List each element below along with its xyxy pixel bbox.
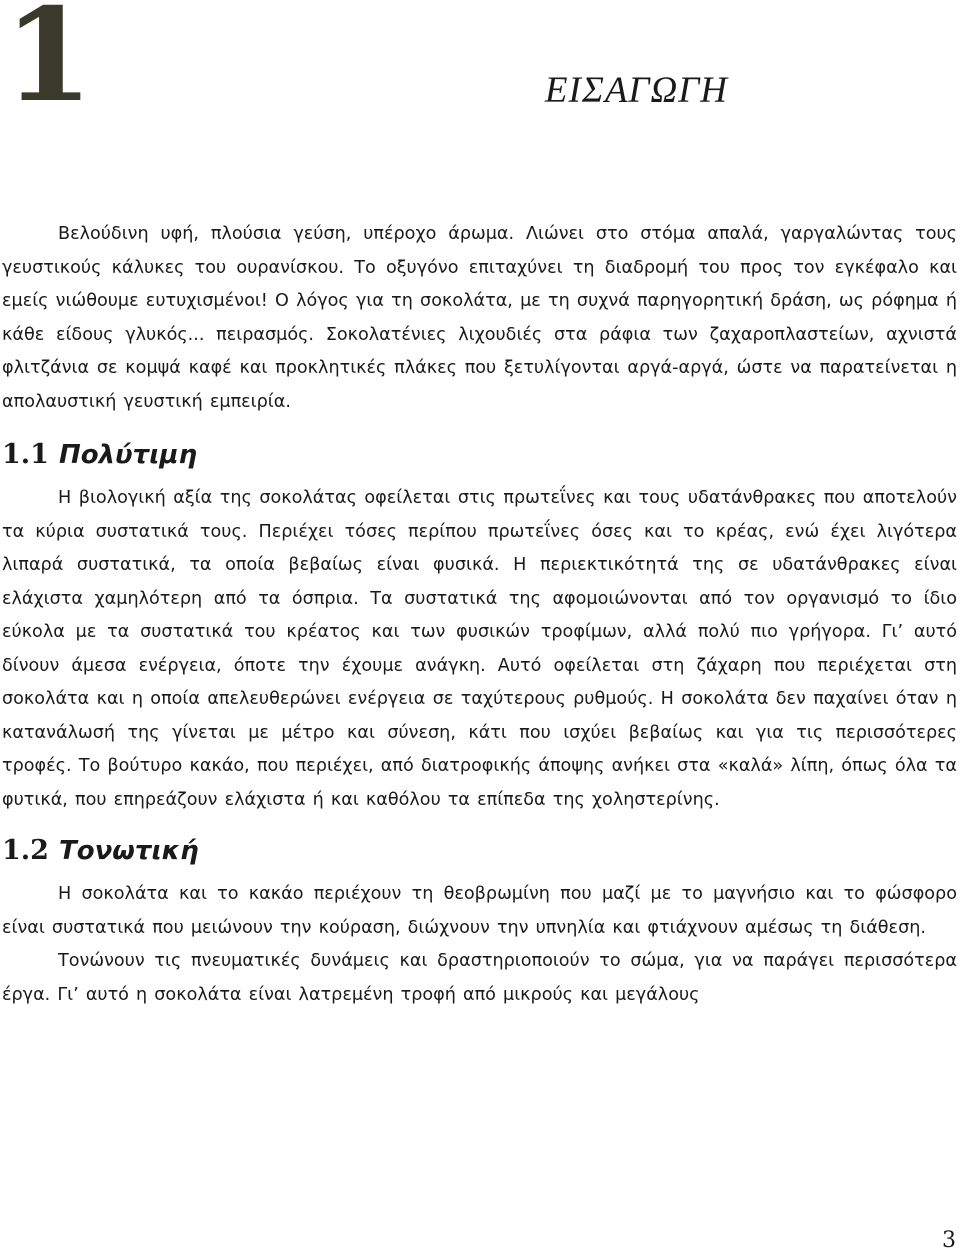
intro-paragraph: Βελούδινη υφή, πλούσια γεύση, υπέροχο άρωμα. Λιώνει στο στόμα απαλά, γαργαλώντας τους γευστικούς κάλυκες του ουρανίσκου. Το οξυγόνο επιταχύνει τη διαδρομή του προς τον εγκέφαλο και εμείς νιώθουμε ευτυχισμένοι! Ο λόγος για τη σοκολάτα, με τη συχνά παρηγορητική δράση, ως ρόφημα ή κάθε είδους γλυκός... πειρασμός. Σοκολατένιες λιχουδιές στα ράφια των ζαχαροπλαστείων, αχνιστά φλιτζάνια σε κομψά καφέ και προκλητικές πλάκες που ξετυλίγονται αργά-αργά, ώστε να παρατείνεται η απολαυστική γευστική εμπειρία. [2, 224, 957, 412]
section-title: Πολύτιμη [58, 440, 197, 470]
document-body [2, 218, 957, 1012]
chapter-title: ΕΙΣΑΓΩΓΗ [544, 70, 728, 111]
section-number: 1.2 [2, 835, 49, 866]
chapter-number: 1 [4, 0, 94, 131]
page-number: 3 [942, 1228, 956, 1253]
section-number: 1.1 [2, 439, 49, 470]
section-1-1-paragraph: Η βιολογική αξία της σοκολάτας οφείλεται στις πρωτεΐνες και τους υδατάνθρακες που αποτελούν τα κύρια συστατικά τους. Περιέχει τόσες περίπου πρωτεΐνες όσες και το κρέας, ενώ έχει λιγότερα λιπαρά συστατικά, τα οποία βεβαίως είναι φυσικά. Η περιεκτικότητά της σε υδατάνθρακες είναι ελάχιστα χαμηλότερη από τα όσπρια. Τα συστατικά της αφομοιώνονται από τον οργανισμό το ίδιο εύκολα με τα συστατικά του κρέατος και των φυσικών τροφίμων, αλλά πολύ πιο γρήγορα. Γι’ αυτό δίνουν άμεσα ενέργεια, όποτε την έχουμε ανάγκη. Αυτό οφείλεται στη ζάχαρη που περιέχεται στη σοκολάτα και η οποία απελευθερώνει ενέργεια σε ταχύτερους ρυθμούς. Η σοκολάτα δεν παχαίνει όταν η κατανάλωσή της γίνεται με μέτρο και σύνεση, κάτι που ισχύει βεβαίως και για τις περισσότερες τροφές. Το βούτυρο κακάο, που περιέχει, από διατροφικής άποψης ανήκει στα «καλά» λίπη, όπως όλα τα φυτικά, που επηρεάζουν ελάχιστα ή και καθόλου τα επίπεδα της χοληστερίνης. [2, 488, 957, 810]
section-heading-1-1 [2, 441, 957, 468]
section-1-2-paragraph-1: Η σοκολάτα και το κακάο περιέχουν τη θεοβρωμίνη που μαζί με το μαγνήσιο και το φώσφορο είναι συστατικά που μειώνουν την κούραση, διώχνουν την υπνηλία και φτιάχνουν αμέσως τη διάθεση. [2, 884, 957, 938]
section-1-2-paragraph-2: Τονώνουν τις πνευματικές δυνάμεις και δραστηριοποιούν το σώμα, για να παράγει περισσότερα έργα. Γι’ αυτό η σοκολάτα είναι λατρεμένη τροφή από μικρούς και μεγάλους [2, 951, 957, 1005]
section-heading-1-2 [2, 837, 957, 864]
section-title: Τονωτική [58, 836, 199, 866]
